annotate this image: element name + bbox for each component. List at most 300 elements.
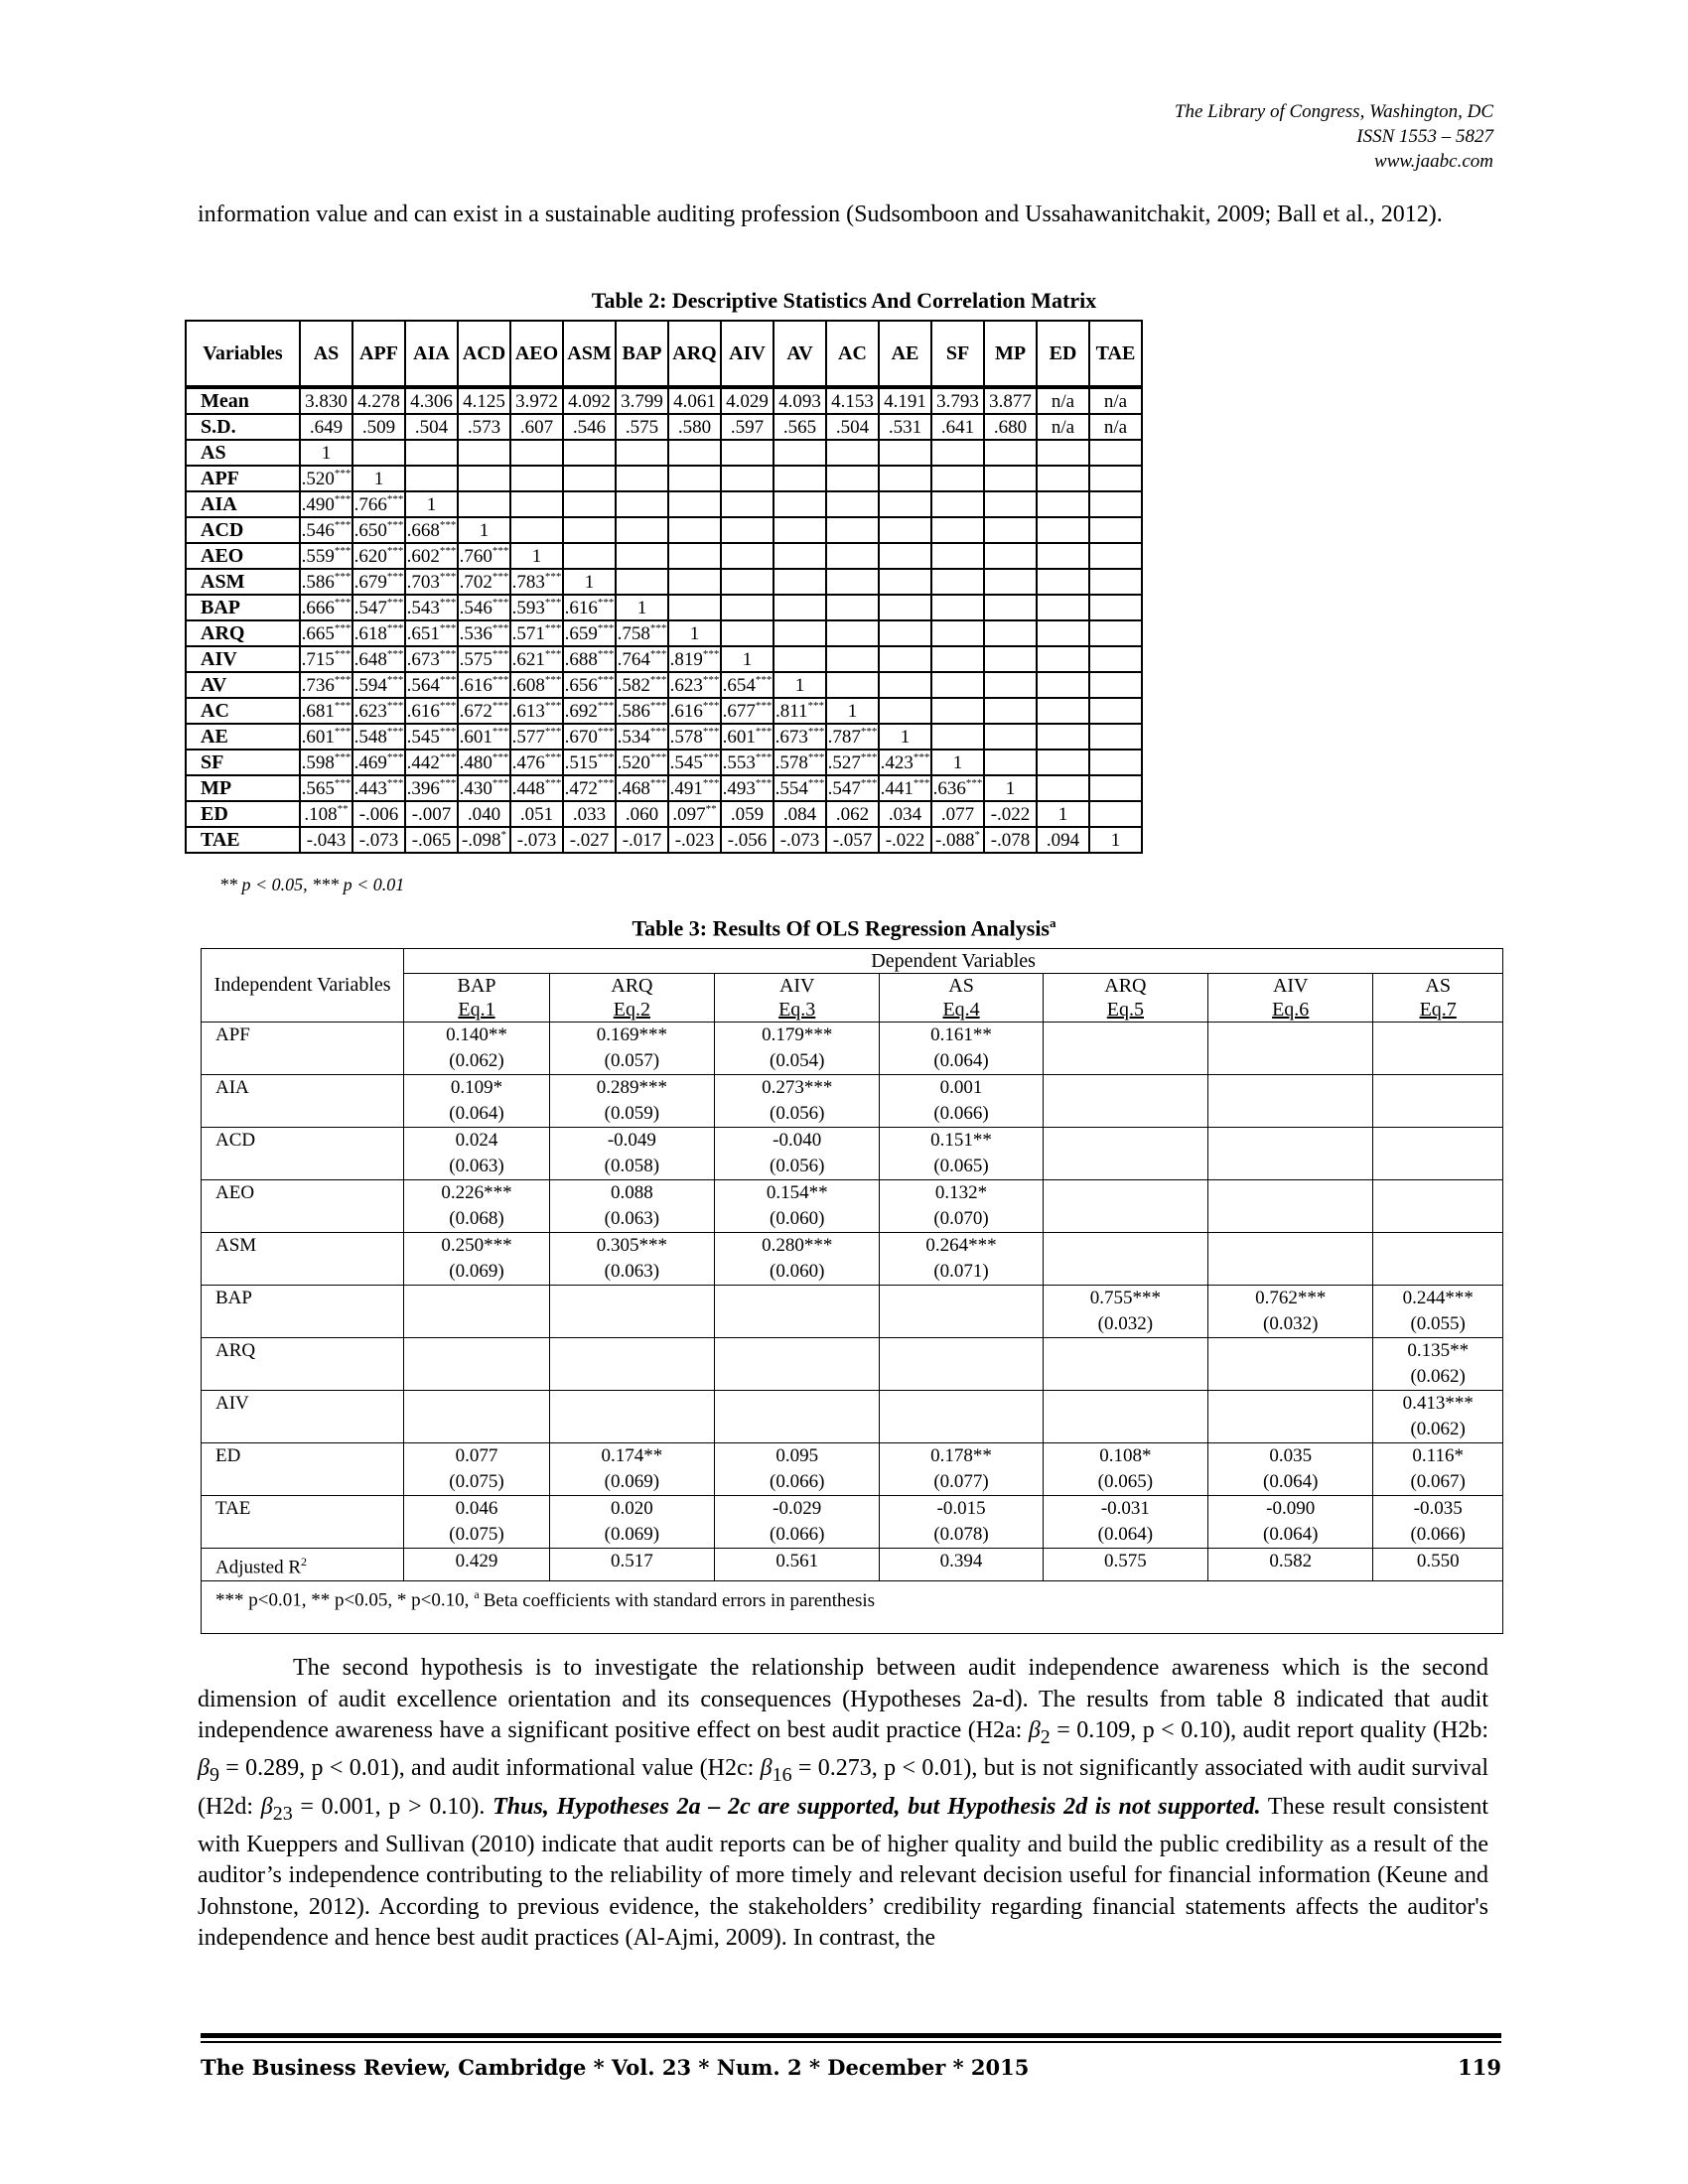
table-cell	[1037, 801, 1089, 827]
cell-value: 4.306	[410, 390, 453, 412]
coefficient-value: 0.140**	[446, 1024, 507, 1045]
standard-error	[880, 1415, 1042, 1438]
significance-stars: ***	[755, 699, 773, 712]
cell-value: .472	[564, 777, 598, 799]
coefficient-cell	[1373, 1391, 1503, 1443]
column-header-aiv: AIV	[721, 321, 774, 387]
coefficient-cell	[715, 1128, 880, 1180]
table-row	[186, 466, 1142, 491]
table-cell	[984, 801, 1037, 827]
table-row	[202, 1128, 1503, 1180]
cell-value: 4.061	[673, 390, 716, 412]
table-cell	[879, 387, 931, 414]
table-cell	[300, 595, 352, 620]
significance-stars: ***	[386, 492, 404, 505]
table-cell	[563, 775, 616, 801]
table-cell	[405, 595, 458, 620]
table-cell	[616, 543, 668, 569]
coefficient-cell	[1208, 1075, 1373, 1128]
adjusted-r2-value: 0.575	[1043, 1549, 1207, 1581]
significance-stars: **	[337, 802, 349, 815]
standard-error: (0.063)	[604, 1208, 660, 1229]
table-cell	[931, 543, 984, 569]
table-cell	[563, 827, 616, 853]
adjusted-r2-value: 0.517	[549, 1549, 714, 1581]
table-cell	[300, 801, 352, 827]
cell-value: .476	[511, 751, 545, 773]
table-cell	[879, 801, 931, 827]
table-cell	[616, 414, 668, 440]
significance-stars: ***	[807, 751, 825, 763]
cell-value: 4.092	[568, 390, 611, 412]
cell-value: .543	[406, 597, 440, 618]
standard-error: (0.055)	[1410, 1313, 1466, 1334]
table-cell	[458, 466, 510, 491]
coefficient-value	[1373, 1075, 1502, 1099]
table-row	[202, 1233, 1503, 1286]
table-row	[186, 595, 1142, 620]
table-row	[202, 1443, 1503, 1496]
table-cell	[405, 466, 458, 491]
significance-stars: ***	[860, 751, 878, 763]
cell-value: .764	[617, 648, 650, 670]
table-cell	[616, 440, 668, 466]
cell-value: .811	[774, 700, 808, 722]
beta-symbol: β	[760, 1755, 773, 1782]
cell-value: .571	[511, 622, 545, 644]
table-cell	[510, 750, 563, 775]
table-cell	[984, 491, 1037, 517]
table-cell	[984, 698, 1037, 724]
equation-header	[715, 974, 880, 1023]
table-cell	[668, 466, 721, 491]
table-cell	[1089, 698, 1142, 724]
variable-label: ARQ	[202, 1338, 404, 1391]
coefficient-value	[1373, 1023, 1502, 1046]
table-cell	[826, 801, 879, 827]
table-cell	[405, 414, 458, 440]
table-cell	[879, 750, 931, 775]
cell-value: .668	[406, 519, 440, 541]
coefficient-cell	[404, 1180, 549, 1233]
standard-error	[1208, 1257, 1372, 1281]
coefficient-value: 0.762***	[1255, 1288, 1327, 1308]
table-cell	[826, 595, 879, 620]
table-cell	[458, 724, 510, 750]
table-cell	[563, 440, 616, 466]
coefficient-value	[1044, 1180, 1207, 1204]
table-cell	[1089, 775, 1142, 801]
cell-value: .607	[519, 416, 554, 438]
table-cell	[405, 569, 458, 595]
significance-stars: ***	[492, 621, 509, 634]
table-cell	[563, 595, 616, 620]
table-cell	[984, 387, 1037, 414]
equation-label: Eq.7	[1419, 999, 1457, 1021]
table-cell	[668, 543, 721, 569]
significance-stars: *	[500, 828, 507, 841]
coefficient-value	[1208, 1023, 1372, 1046]
standard-error: (0.070)	[933, 1208, 989, 1229]
standard-error	[1373, 1204, 1502, 1228]
coefficient-value	[404, 1286, 548, 1309]
table-cell	[931, 775, 984, 801]
cell-value: .672	[459, 700, 492, 722]
table-cell	[668, 775, 721, 801]
table-cell	[1089, 466, 1142, 491]
table-cell	[563, 387, 616, 414]
coefficient-value	[1373, 1128, 1502, 1152]
coefficient-value	[550, 1391, 714, 1415]
beta-symbol: β	[198, 1755, 210, 1782]
coefficient-value	[1373, 1180, 1502, 1204]
table-cell	[352, 387, 405, 414]
table-cell	[826, 827, 879, 853]
significance-stars: ***	[649, 776, 667, 789]
coefficient-cell	[880, 1391, 1043, 1443]
table-cell	[826, 466, 879, 491]
significance-stars: ***	[492, 725, 509, 738]
cell-value: 1	[689, 622, 700, 644]
table3-header-row	[202, 949, 1503, 974]
cell-value: 1	[373, 468, 384, 489]
table-cell	[510, 646, 563, 672]
note-superscript: a	[474, 1587, 480, 1602]
page-footer	[201, 2055, 1501, 2080]
table-cell	[616, 672, 668, 698]
coefficient-cell	[549, 1391, 714, 1443]
adjusted-r2-value: 0.394	[880, 1549, 1043, 1581]
table-cell	[984, 543, 1037, 569]
table-cell	[721, 750, 774, 775]
cell-value: .034	[888, 803, 922, 825]
table-cell	[879, 517, 931, 543]
coefficient-value: 0.413***	[1402, 1393, 1474, 1414]
significance-stars: ***	[439, 725, 457, 738]
table-cell	[1089, 569, 1142, 595]
table-cell	[668, 698, 721, 724]
table-cell	[1037, 646, 1089, 672]
coefficient-value	[1044, 1128, 1207, 1152]
standard-error: (0.060)	[770, 1261, 825, 1282]
standard-error: (0.077)	[933, 1471, 989, 1492]
table-cell	[616, 491, 668, 517]
table-cell	[300, 672, 352, 698]
coefficient-cell	[1208, 1443, 1373, 1496]
footer-rule-thick	[201, 2033, 1501, 2038]
cell-value: .692	[564, 700, 598, 722]
coefficient-value	[715, 1286, 879, 1309]
column-header-tae: TAE	[1089, 321, 1142, 387]
table-cell	[668, 750, 721, 775]
significance-stars: ***	[702, 725, 720, 738]
coefficient-value: -0.040	[773, 1130, 822, 1151]
table-cell	[405, 517, 458, 543]
table-cell	[931, 827, 984, 853]
cell-value: .575	[625, 416, 659, 438]
significance-stars: ***	[544, 596, 562, 609]
header-line-3: www.jaabc.com	[1374, 151, 1493, 172]
table-cell	[352, 724, 405, 750]
coefficient-value: 0.250***	[441, 1235, 512, 1256]
table-cell	[510, 466, 563, 491]
coefficient-value: 0.179***	[762, 1024, 833, 1045]
table-cell	[879, 775, 931, 801]
table-cell	[826, 543, 879, 569]
variable-label: ASM	[202, 1233, 404, 1286]
coefficient-cell	[404, 1075, 549, 1128]
significance-stars: ***	[597, 621, 615, 634]
cell-value: .546	[572, 416, 607, 438]
coefficient-cell	[1208, 1023, 1373, 1075]
significance-stars: ***	[597, 596, 615, 609]
equation-header	[404, 974, 549, 1023]
cell-value: .715	[301, 648, 335, 670]
table-cell	[1037, 569, 1089, 595]
significance-stars: ***	[334, 751, 352, 763]
coefficient-cell	[1043, 1286, 1207, 1338]
significance-stars: ***	[913, 776, 930, 789]
table-cell	[879, 414, 931, 440]
table-cell	[510, 698, 563, 724]
equation-header	[1373, 974, 1503, 1023]
coefficient-cell	[1043, 1391, 1207, 1443]
cell-value: 1	[531, 545, 542, 567]
significance-stars: ***	[439, 751, 457, 763]
cell-value: .547	[827, 777, 861, 799]
cell-value: .651	[406, 622, 440, 644]
coefficient-value	[880, 1338, 1042, 1362]
row-label: SF	[186, 750, 300, 775]
table-cell	[352, 569, 405, 595]
table-cell	[1089, 620, 1142, 646]
standard-error: (0.067)	[1410, 1471, 1466, 1492]
column-header-aeo: AEO	[510, 321, 563, 387]
significance-stars: ***	[439, 699, 457, 712]
significance-stars: ***	[702, 699, 720, 712]
cell-value: .575	[459, 648, 492, 670]
significance-stars: ***	[492, 776, 509, 789]
table-cell	[510, 775, 563, 801]
coefficient-value: -0.090	[1266, 1498, 1316, 1519]
coefficient-value	[1044, 1338, 1207, 1362]
cell-value: 4.278	[357, 390, 400, 412]
table-cell	[774, 440, 826, 466]
table-cell	[352, 491, 405, 517]
table-row	[186, 698, 1142, 724]
table-cell	[721, 775, 774, 801]
coefficient-value	[404, 1391, 548, 1415]
significance-stars: ***	[965, 776, 983, 789]
table-cell	[931, 595, 984, 620]
coefficient-cell	[880, 1338, 1043, 1391]
cell-value: -.098	[461, 829, 501, 851]
table-cell	[458, 414, 510, 440]
header-line-2: ISSN 1553 – 5827	[1356, 126, 1493, 147]
dv-name: AS	[948, 975, 974, 997]
table-cell	[668, 414, 721, 440]
coefficient-value: -0.015	[936, 1498, 986, 1519]
table3-caption-sup: a	[1050, 915, 1056, 930]
variable-label: ED	[202, 1443, 404, 1496]
table-cell	[1089, 801, 1142, 827]
table-cell	[563, 672, 616, 698]
table-cell	[826, 750, 879, 775]
table-cell	[774, 672, 826, 698]
table-cell	[721, 517, 774, 543]
significance-stars: ***	[492, 673, 509, 686]
standard-error: (0.062)	[1410, 1366, 1466, 1387]
coefficient-cell	[715, 1233, 880, 1286]
coefficient-cell	[715, 1338, 880, 1391]
table-cell	[616, 775, 668, 801]
coefficient-value: -0.029	[773, 1498, 822, 1519]
standard-error: (0.064)	[1263, 1524, 1319, 1545]
significance-stars: ***	[386, 544, 404, 557]
table-cell	[721, 491, 774, 517]
significance-stars: ***	[807, 776, 825, 789]
cell-value: -.027	[569, 829, 610, 851]
cell-value: .423	[880, 751, 914, 773]
table-cell	[510, 620, 563, 646]
table-cell	[984, 775, 1037, 801]
table-cell	[668, 801, 721, 827]
column-header-ac: AC	[826, 321, 879, 387]
table-cell	[510, 440, 563, 466]
table-cell	[616, 595, 668, 620]
column-header-apf: APF	[352, 321, 405, 387]
standard-error: (0.069)	[604, 1471, 660, 1492]
cell-value: 1	[794, 674, 805, 696]
table-cell	[458, 750, 510, 775]
column-header-aia: AIA	[405, 321, 458, 387]
significance-stars: ***	[702, 751, 720, 763]
coefficient-value: 0.135**	[1407, 1340, 1470, 1361]
table-cell	[668, 440, 721, 466]
cell-value: .641	[940, 416, 975, 438]
coefficient-cell	[549, 1443, 714, 1496]
table-cell	[984, 466, 1037, 491]
adjusted-r2-value: 0.550	[1373, 1549, 1503, 1581]
cell-value: -.017	[622, 829, 662, 851]
table-cell	[1089, 750, 1142, 775]
cell-value: 4.153	[831, 390, 874, 412]
row-label: ACD	[186, 517, 300, 543]
table-cell	[616, 724, 668, 750]
significance-stars: ***	[755, 673, 773, 686]
cell-value: -.073	[358, 829, 399, 851]
row-label: ARQ	[186, 620, 300, 646]
coefficient-value: -0.031	[1100, 1498, 1150, 1519]
coefficient-value: 0.264***	[925, 1235, 997, 1256]
table-cell	[984, 414, 1037, 440]
table-cell	[563, 724, 616, 750]
standard-error	[880, 1362, 1042, 1386]
coefficient-cell	[1373, 1496, 1503, 1549]
table-cell	[879, 440, 931, 466]
table-cell	[352, 698, 405, 724]
standard-error: (0.075)	[449, 1471, 504, 1492]
significance-stars: ***	[544, 673, 562, 686]
table-cell	[1089, 440, 1142, 466]
table-cell	[774, 775, 826, 801]
table-cell	[510, 724, 563, 750]
body-text-part: = 0.109, p < 0.10), audit report quality (H2b:	[1050, 1717, 1488, 1743]
table-cell	[563, 569, 616, 595]
table-cell	[405, 440, 458, 466]
table-cell	[458, 698, 510, 724]
coefficient-cell	[880, 1443, 1043, 1496]
table-cell	[352, 517, 405, 543]
coefficient-value	[550, 1338, 714, 1362]
row-label: AEO	[186, 543, 300, 569]
adjusted-r2-value: 0.582	[1208, 1549, 1373, 1581]
coefficient-value	[715, 1338, 879, 1362]
cell-value: .504	[835, 416, 870, 438]
table-cell	[931, 724, 984, 750]
standard-error: (0.065)	[933, 1156, 989, 1176]
standard-error	[715, 1362, 879, 1386]
cell-value: 4.125	[463, 390, 505, 412]
coefficient-value	[1373, 1233, 1502, 1257]
table-cell	[510, 543, 563, 569]
table3-note	[202, 1581, 1503, 1634]
standard-error	[1208, 1046, 1372, 1070]
table-cell	[300, 466, 352, 491]
table-cell	[984, 620, 1037, 646]
cell-value: .077	[940, 803, 975, 825]
cell-value: .490	[301, 493, 335, 515]
cell-value: 3.972	[515, 390, 558, 412]
standard-error: (0.066)	[770, 1524, 825, 1545]
coefficient-value	[1208, 1180, 1372, 1204]
cell-value: .564	[406, 674, 440, 696]
table-cell	[458, 620, 510, 646]
table-cell	[300, 750, 352, 775]
cell-value: .442	[406, 751, 440, 773]
variable-label: AIV	[202, 1391, 404, 1443]
cell-value: .673	[406, 648, 440, 670]
cell-value: -.073	[779, 829, 820, 851]
table-cell	[774, 646, 826, 672]
table-cell	[879, 724, 931, 750]
coefficient-cell	[549, 1286, 714, 1338]
table-row	[186, 569, 1142, 595]
significance-stars: ***	[492, 751, 509, 763]
cell-value: .396	[406, 777, 440, 799]
coefficient-value: 0.001	[939, 1077, 983, 1098]
table-cell	[1089, 672, 1142, 698]
significance-stars: ***	[755, 751, 773, 763]
significance-stars: ***	[439, 776, 457, 789]
table-cell	[1037, 620, 1089, 646]
coefficient-cell	[1208, 1391, 1373, 1443]
table-cell	[1089, 827, 1142, 853]
table-cell	[774, 466, 826, 491]
cell-value: n/a	[1051, 390, 1075, 412]
standard-error: (0.064)	[1263, 1471, 1319, 1492]
table-cell	[931, 387, 984, 414]
significance-stars: ***	[334, 570, 352, 583]
coefficient-cell	[404, 1391, 549, 1443]
dv-name: AIV	[778, 975, 815, 997]
coefficient-cell	[715, 1391, 880, 1443]
cell-value: .545	[406, 726, 440, 748]
table-cell	[405, 543, 458, 569]
cell-value: 1	[847, 700, 858, 722]
table-cell	[1037, 750, 1089, 775]
significance-stars: ***	[597, 725, 615, 738]
